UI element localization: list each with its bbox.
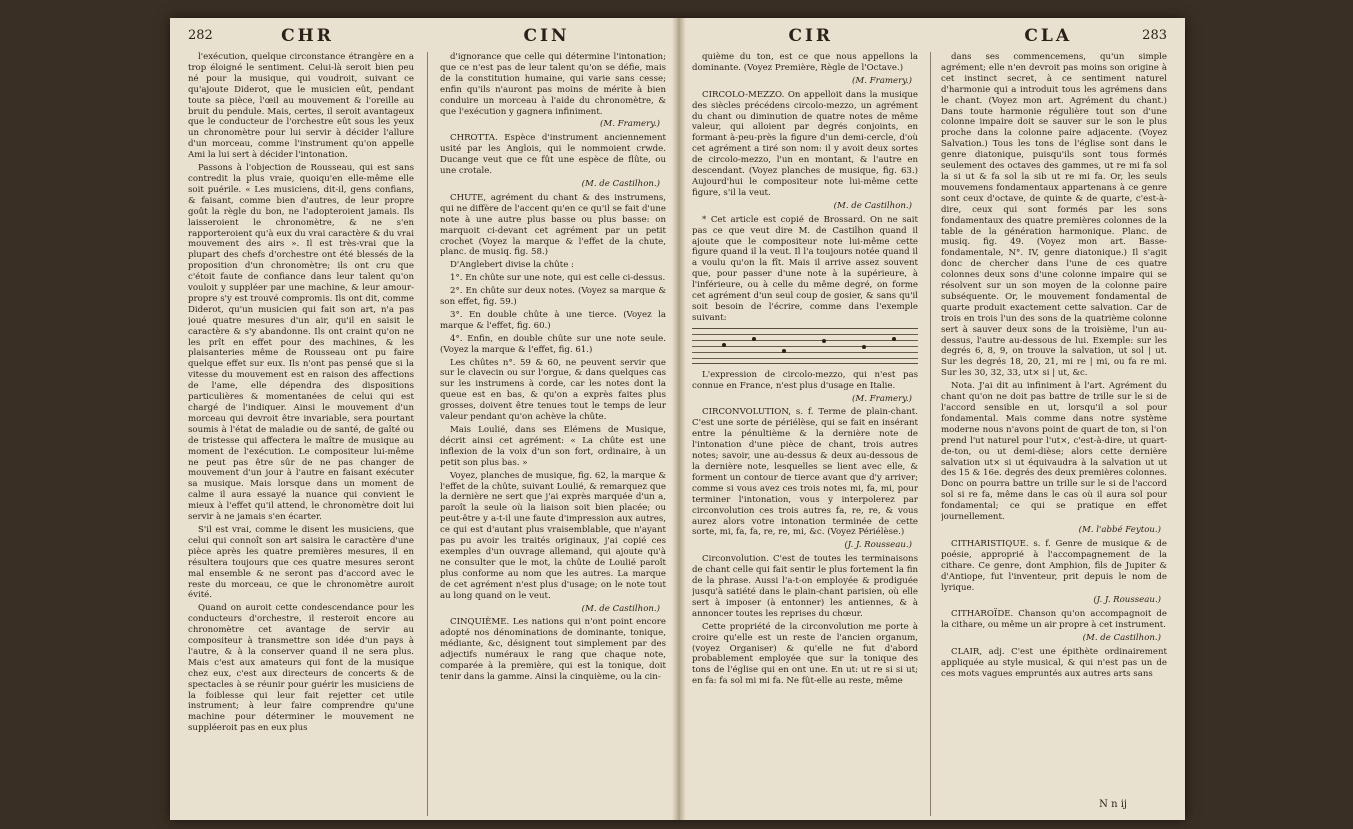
- music-note: [822, 339, 826, 343]
- left-page-header: [188, 26, 666, 48]
- paragraph: 3°. En double chûte à une tierce. (Voyez la marque & l'effet, fig. 60.): [440, 309, 666, 331]
- right-page-header: [692, 26, 1167, 48]
- left-page-columns: [188, 52, 666, 816]
- paragraph: d'ignorance que celle qui détermine l'intonation; que ce n'est pas de leur talent qu'on se défie, mais de la constitution humaine, qui varie sans cesse; enfin qu'ils n'auront pas moins de mérite à bien conduire un morceau à l'aide du chronomètre, & que l'exécution y gagnera infiniment.: [440, 52, 666, 117]
- column-rule: [930, 52, 931, 816]
- paragraph: Cette propriété de la circonvolution me porte à croire qu'elle est un reste de l'ancien organum, (voyez Organiser) & qu'elle ne fut d'abord probablement employée que sur la tonique des tons de l'église qui en ont une. En ut: ut re si si ut; en fa: fa sol mi mi fa. Ne fût-elle au reste, même: [692, 621, 918, 687]
- music-note: [862, 345, 866, 349]
- author-signature: (M. Framery.): [852, 393, 912, 404]
- music-note: [892, 337, 896, 341]
- paragraph: dans ses commencemens, qu'un simple agrément; elle n'en devroit pas moins son origine à cet instinct secret, à ce sentiment naturel d'harmonie qui a introduit tous les agrémens dans le chant. (Voyez mon art. Agrément du chant.) Dans toute harmonie régulière tout son d'une colonne impaire doit se sauver sur le son le plus proche dans la colonne paire adjacente. (Voyez Salvation.) Tous les tons de l'église sont dans le genre diatonique, puisqu'ils sont tous formés seulement des octaves des gammes, ut re mi fa sol la si ut & fa sol la sib ut re mi fa. Or, les seuls mouvemens fondamentaux appartenans à ce genre sont ceux d'octave, de quinte & de quarte, c'est-à-dire, ceux qui sont formés par les sons fondamentaux des quatre premières colonnes de la table de la génération harmonique. Planc. de musiq. fig. 49. (Voyez mon art. Basse-fondamentale, N°. IV, genre diatonique.) Il s'agit donc de chercher dans l'une de ces quatre colonnes deux sons d'une colonne impaire qui se résolvent sur un son moyen de la colonne paire subséquente. Or, le mouvement fondamental de quarte produit exactement cette salvation. Car de trois en trois l'un des sons de la quatrième colonne sert à sauver deux sons de la troisième, l'un au-dessus, l'autre au-dessous de lui. Exemple: sur les degrés 6, 8, 9, on trouve la salvation, ut sol | ut. Sur les degrés 18, 20, 21, mi re | mi, ou fa re mi. Sur les 30, 32, 33, ut× si | ut, &c.: [941, 52, 1167, 379]
- book-gutter: [672, 18, 686, 820]
- paragraph: CIRCONVOLUTION, s. f. Terme de plain-chant. C'est une sorte de périélèse, qui se fait en insérant entre la pénultième & la dernière note de l'intonation d'une pièce de chant, trois autres notes; savoir, une au-dessus & deux au-dessous de la dernière note, lesquelles se lient avec elle, & forment un contour de tierce avant que d'y arriver; comme si vous avez ces trois notes mi, fa, mi, pour terminer l'intonation, vous y interpolerez par circonvolution ces trois autres fa, re, re, & vous aurez alors votre intonation terminée de cette sorte, mi, fa, fa, re, re, mi, &c. (Voyez Périélèse.): [692, 407, 918, 538]
- right-page-columns: [692, 52, 1167, 816]
- paragraph: CINQUIÈME. Les nations qui n'ont point encore adopté nos dénominations de dominante, tonique, médiante, &c, désignent tout simplement par des adjectifs numéraux le rang que chaque note, comparée à la première, qui est la tonique, doit tenir dans la gamme. Ainsi la cinquième, ou la cin-: [440, 617, 666, 682]
- running-head-left: CIR: [788, 26, 834, 46]
- paragraph: Quand on auroit cette condescendance pour les conducteurs d'orchestre, il resteroit encore au chronomètre cet avantage de servir au compositeur à transmettre son idée d'un pays à l'autre, & à la conserver quand il ne sera plus. Mais c'est aux amateurs qui font de la musique chez eux, c'est aux directeurs de concerts & de spectacles à se réunir pour guérir les musiciens de la foiblesse qui leur fait rejetter cet utile instrument; à leur faire comprendre qu'une machine pour déterminer le mouvement ne suppléeroit pas en eux plus: [188, 603, 414, 734]
- running-head-right: CLA: [1024, 26, 1073, 46]
- book-spread: [170, 18, 1185, 820]
- paragraph: CHUTE, agrément du chant & des instrumens, qui ne diffère de l'accent qu'en ce qu'il se fait d'une note à une autre plus basse ou plus basse: on marquoit ci-devant cet agrément par un petit crochet (Voyez la marque & l'effet de la chute, planc. de musiq. fig. 58.): [440, 192, 666, 258]
- paragraph: 2°. En chûte sur deux notes. (Voyez sa marque & son effet, fig. 59.): [440, 286, 666, 308]
- author-signature: (J. J. Rousseau.): [844, 540, 912, 551]
- author-signature: (M. Framery.): [852, 75, 912, 86]
- paragraph: CIRCOLO-MEZZO. On appelloit dans la musique des siècles précédens circolo-mezzo, un agrément du chant ou diminution de quatre notes de même valeur, qui alloient par degrés conjoints, en formant à-peu-près la figure d'un demi-cercle, d'où cet agrément a tiré son nom: il y avoit deux sortes de circolo-mezzo, l'un en montant, & l'autre en descendant. (Voyez planches de musique, fig. 63.) Aujourd'hui le compositeur note lui-même cette figure, s'il la veut.: [692, 89, 918, 198]
- author-signature: (J. J. Rousseau.): [1093, 595, 1161, 606]
- paragraph: 4°. Enfin, en double chûte sur une note seule. (Voyez la marque & l'effet, fig. 61.): [440, 333, 666, 355]
- music-note: [752, 337, 756, 341]
- left-page: [188, 26, 666, 816]
- right-column-a: [692, 52, 918, 816]
- paragraph: Nota. J'ai dit au infiniment à l'art. Agrément du chant qu'on ne doit pas battre de trille sur le si de l'accord sensible en ut, lorsqu'il a sol pour fondamental. Mais comme dans notre système moderne nous n'avons point de quart de ton, si l'on prend l'ut naturel pour l'ut×, c'est-à-dire, ut quart-de-ton, ou ut demi-dièse; alors cette dernière salvation ut× si ut équivaudra à la salvation ut ut des 15 & 16e. degrés des deux premières colonnes. Donc on pourra battre un trille sur le si de l'accord sol si re fa, même dans le cas où il aura sol pour fondamental; ce qui se pratique en effet journellement.: [941, 381, 1167, 523]
- running-head-left: CHR: [281, 26, 334, 46]
- paragraph: Circonvolution. C'est de toutes les terminaisons de chant celle qui fait sentir le plus fortement la fin de la phrase. Aussi l'a-t-on employée & prodiguée jusqu'à satiété dans le plain-chant parisien, où elle sert à imposer (à entonner) les antiennes, & à annoncer toutes les reprises du chœur.: [692, 554, 918, 619]
- right-page: [692, 26, 1167, 816]
- paragraph: l'exécution, quelque circonstance étrangère en a trop éloigné le sentiment. Celui-là seroit bien peu né pour la musique, qui voudroit, suivant ce qu'ajoute Diderot, que le musicien eût, pendant toute sa pièce, l'œil au mouvement & l'oreille au bruit du pendule. Mais, certes, il seroit avantageux que le conducteur de l'orchestre eût sous les yeux un chronomètre pour lui servir à décider l'allure d'un morceau, comme l'instrument qu'on appelle Ami la lui sert à décider l'intonation.: [188, 52, 414, 161]
- paragraph: Les chûtes n°. 59 & 60, ne peuvent servir que sur le clavecin ou sur l'orgue, & dans quelques cas sur les instrumens à corde, car les notes dont la queue est en bas, & qu'on a exprès faites plus grosses, doivent être tenues tout le temps de leur valeur pendant qu'on achève la chûte.: [440, 357, 666, 423]
- paragraph: 1°. En chûte sur une note, qui est celle ci-dessus.: [450, 273, 666, 284]
- author-signature: (M. de Castilhon.): [581, 178, 660, 189]
- paragraph: * Cet article est copié de Brossard. On ne sait pas ce que veut dire M. de Castilhon quand il ajoute que le compositeur note lui-même cette figure quand il la veut. Il l'a toujours notée quand il a voulu qu'on la fît. Mais il arrive assez souvent que, pour passer d'une note à la supérieure, à l'inférieure, ou à celle du même degré, on forme cet agrément d'un seul coup de gosier, & sans qu'il soit besoin de l'écrire, comme dans l'exemple suivant:: [692, 214, 918, 323]
- paragraph: D'Anglebert divise la chûte :: [450, 260, 574, 271]
- paragraph: CITHAROÏDE. Chanson qu'on accompagnoit de la cithare, ou même un air propre à cet instrument.: [941, 609, 1167, 631]
- music-note: [722, 343, 726, 347]
- paragraph: S'il est vrai, comme le disent les musiciens, que celui qui connoît son art saisira le caractère d'une pièce après les quatre premières mesures, il en résultera toujours que ces quatre mesures seront mal ensemble & ne seront pas d'accord avec le reste du morceau, ce que le chronomètre auroit évité.: [188, 524, 414, 601]
- author-signature: (M. de Castilhon.): [581, 603, 660, 614]
- author-signature: (M. de Castilhon.): [833, 200, 912, 211]
- right-column-b: [941, 52, 1167, 816]
- paragraph: CHROTTA. Espèce d'instrument anciennement usité par les Anglois, qui le nommoient crwde. Ducange veut que ce fût une espèce de flûte, ou une crotale.: [440, 133, 666, 177]
- paragraph: Passons à l'objection de Rousseau, qui est sans contredit la plus vraie, quoiqu'en elle-même elle soit puérile. « Les musiciens, dit-il, gens confians, & faisant, comme bien d'autres, de leur propre goût la règle du bon, ne l'adopteroient jamais. Ils laisseroient le chronomètre, & ne s'en rapporteroient qu'à eux du vrai caractère & du vrai mouvement des airs ». Il est très-vrai que la plupart des chefs d'orchestre ont été blessés de la proposition d'un chronomètre; ils ont cru que c'étoit faute de confiance dans leur talent qu'on vouloit y suppléer par une machine, & leur amour-propre s'y est trouvé compromis. Ils ont dit, comme Diderot, qu'un musicien qui fait son art, n'a pas joué quatre mesures d'un air, qu'il en saisit le caractère & s'y abandonne. Ils ont craint qu'on ne les prît en effet pour des machines, & les plaisanteries même de Rousseau ont pu faire quelque effet sur eux. Ils n'ont pas pensé que si la vitesse du mouvement est en raison des affections de l'ame, elle dépendra des dispositions particulières & momentanées de celui qui est chargé de l'indiquer. Ainsi le mouvement d'un morceau qui devroit être invariable, sera pourtant soumis à l'état de maladie ou de santé, de gaîté ou de tristesse qui affectera le maître de musique au moment de l'exécution. Le compositeur lui-même ne peut pas être sûr de ne pas changer de mouvement d'un jour à l'autre en faisant exécuter sa musique. Mais lorsque dans un moment de calme il aura essayé la nuance qui convient le mieux à l'effet qu'il attend, le chronomètre doit lui servir à ne jamais s'en écarter.: [188, 163, 414, 523]
- column-rule: [427, 52, 428, 816]
- left-column-b: [440, 52, 666, 816]
- signature-mark: N n ij: [1099, 799, 1127, 810]
- paragraph: L'expression de circolo-mezzo, qui n'est pas connue en France, n'est plus d'usage en Italie.: [692, 369, 918, 391]
- music-note: [782, 349, 786, 353]
- paragraph: quième du ton, est ce que nous appellons la dominante. (Voyez Première, Règle de l'Octave.): [692, 52, 918, 73]
- left-column-a: [188, 52, 414, 816]
- author-signature: (M. de Castilhon.): [1082, 633, 1161, 644]
- music-notation-example: [692, 328, 918, 364]
- page-number: 282: [188, 28, 213, 43]
- paragraph: CITHARISTIQUE. s. f. Genre de musique & de poésie, approprié à l'accompagnement de la cithare. Ce genre, dont Amphion, fils de Jupiter & d'Antiope, fut l'inventeur, prit depuis le nom de lyrique.: [941, 538, 1167, 593]
- running-head-right: CIN: [523, 26, 570, 46]
- author-signature: (M. Framery.): [600, 119, 660, 130]
- page-number: 283: [1142, 28, 1167, 43]
- paragraph: Voyez, planches de musique, fig. 62, la marque & l'effet de la chûte, suivant Loulié, & remarquez que la dernière ne sert que j'ai exprès marquée d'un a, paroît la seule où la liaison soit bien placée; ou peut-être y a-t-il une faute d'impression aux autres, ce qui est d'autant plus vraisemblable, que n'ayant pas pu avoir les traités originaux, j'ai copié ces exemples d'un ouvrage allemand, qui ajoute qu'à ne consulter que le mot, la chûte de Loulié paroît plus conforme au nom que les autres. La marque de cet agrément n'est plus d'usage; on le note tout au long quand on le veut.: [440, 470, 666, 601]
- paragraph: Mais Loulié, dans ses Elémens de Musique, décrit ainsi cet agrément: « La chûte est une inflexion de la voix d'un son fort, ordinaire, à un petit son plus bas. »: [440, 425, 666, 468]
- author-signature: (M. l'abbé Feytou.): [1078, 524, 1161, 535]
- paragraph: CLAIR, adj. C'est une épithète ordinairement appliquée au style musical, & qui n'est pas un de ces mots vagues empruntés aux autres arts sans: [941, 647, 1167, 679]
